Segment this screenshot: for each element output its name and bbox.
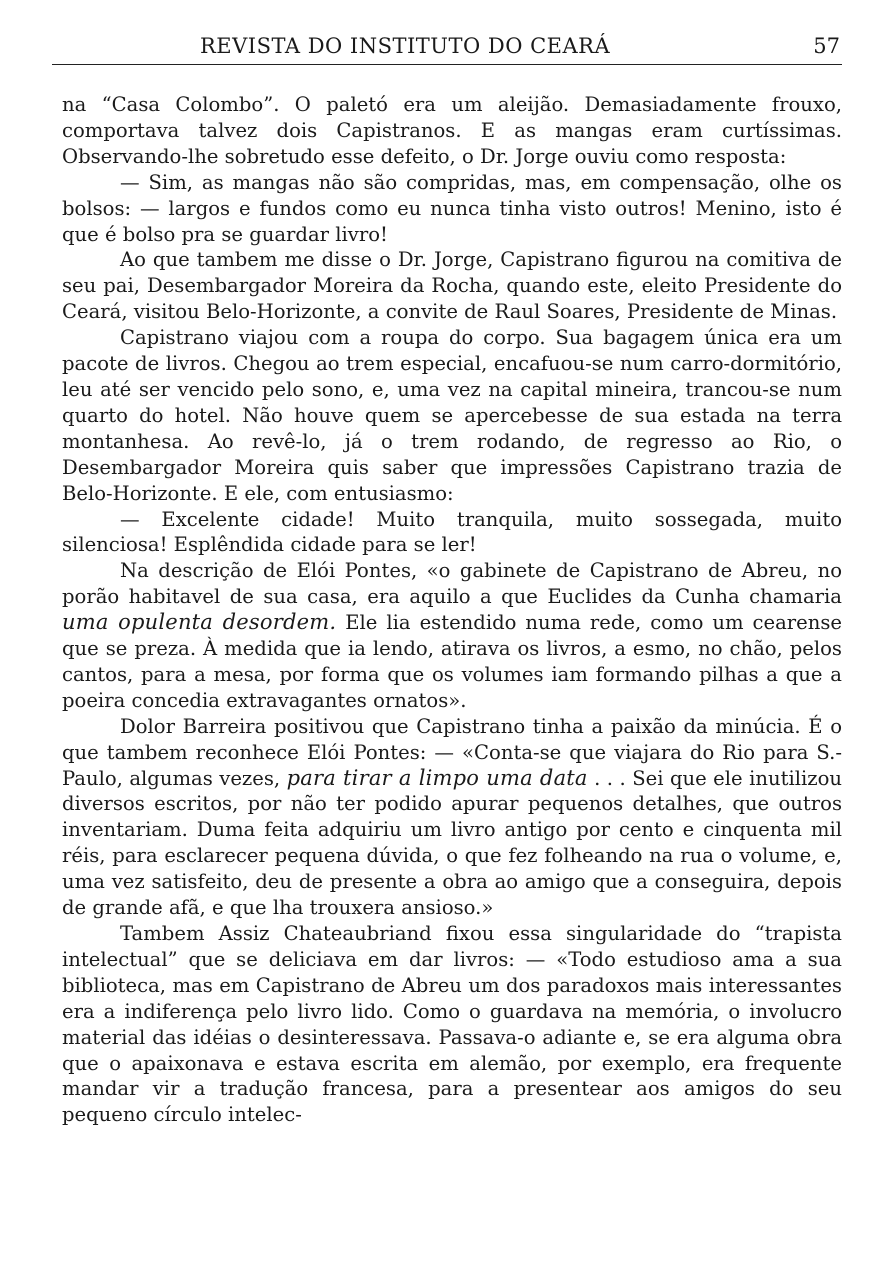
journal-title: REVISTA DO INSTITUTO DO CEARÁ xyxy=(200,34,611,58)
paragraph xyxy=(62,247,842,325)
paragraph xyxy=(62,714,842,921)
text-segment: Ao que tambem me disse o Dr. Jorge, Capistrano figurou na comitiva de seu pai, Desembargador Moreira da Rocha, quando este, eleito Presidente do Ceará, visitou Belo-Horizonte, a convite de Raul Soares, Presidente de Minas. xyxy=(62,248,842,324)
body-text xyxy=(62,92,842,1128)
text-segment: Ele lia estendido numa rede, como um cearense que se preza. À medida que ia lendo, atirava os livros, a esmo, no chão, pelos cantos, para a mesa, por forma que os volumes iam formando pilhas a que a poeira concedia extravagantes ornatos». xyxy=(62,611,842,712)
text-segment: Capistrano viajou com a roupa do corpo. Sua bagagem única era um pacote de livros. Chegou ao trem especial, encafuou-se num carro-dormitório, leu até ser vencido pelo sono, e, uma vez na capital mineira, trancou-se num quarto do hotel. Não houve quem se apercebesse de sua estada na terra montanhesa. Ao revê-lo, já o trem rodando, de regresso ao Rio, o Desembargador Moreira quis saber que impressões Capistrano trazia de Belo-Horizonte. E ele, com entusiasmo: xyxy=(62,326,842,505)
italic-quote: para tirar a limpo uma data xyxy=(286,765,588,790)
text-segment: na “Casa Colombo”. O paletó era um aleijão. Demasiadamente frouxo, comportava talvez dois Capistranos. E as mangas eram curtíssimas. Observando-lhe sobretudo esse defeito, o Dr. Jorge ouviu como resposta: xyxy=(62,93,842,168)
text-segment: Tambem Assiz Chateaubriand fixou essa singularidade do “trapista intelectual” que se deliciava em dar livros: — «Todo estudioso ama a sua biblioteca, mas em Capistrano de Abreu um dos paradoxos mais interessantes era a indiferença pelo livro lido. Como o guardava na memória, o involucro material das idéias o desinteressava. Passava-o adiante e, se era alguma obra que o apaixonava e estava escrita em alemão, por exemplo, era frequente mandar vir a tradução francesa, para a presentear aos amigos do seu pequeno círculo intelec- xyxy=(62,922,842,1127)
dialogue-paragraph xyxy=(62,170,842,248)
dialogue-paragraph xyxy=(62,507,842,559)
running-header xyxy=(52,34,842,65)
paragraph xyxy=(62,921,842,1128)
paragraph xyxy=(62,325,842,506)
text-segment: — Sim, as mangas não são compridas, mas, em compensação, olhe os bolsos: — largos e fundos como eu nunca tinha visto outros! Menino, isto é que é bolso pra se guardar livro! xyxy=(62,170,842,246)
text-segment: — Excelente cidade! Muito tranquila, muito sossegada, muito silenciosa! Esplêndida cidade para se ler! xyxy=(62,507,842,557)
page-number: 57 xyxy=(813,34,840,58)
paragraph xyxy=(62,92,842,170)
text-segment: Dolor Barreira positivou que Capistrano tinha a paixão da minúcia. É o que tambem reconhece Elói Pontes: — «Conta-se que viajara do Rio para S.-Paulo, algumas vezes, xyxy=(62,714,842,790)
italic-quote: uma opulenta desordem. xyxy=(62,610,337,635)
text-segment: Na descrição de Elói Pontes, «o gabinete de Capistrano de Abreu, no porão habitavel de sua casa, era aquilo a que Euclides da Cunha chamaria xyxy=(62,559,842,609)
text-segment: . . . Sei que ele inutilizou diversos escritos, por não ter podido apurar pequenos detalhes, que outros inventariam. Duma feita adquiriu um livro antigo por cento e cinquenta mil réis, para esclarecer pequena dúvida, o que fez folheando na rua o volume, e, uma vez satisfeito, deu de presente a obra ao amigo que a conseguira, depois de grande afã, e que lha trouxera ansioso.» xyxy=(62,766,843,920)
paragraph xyxy=(62,558,842,713)
